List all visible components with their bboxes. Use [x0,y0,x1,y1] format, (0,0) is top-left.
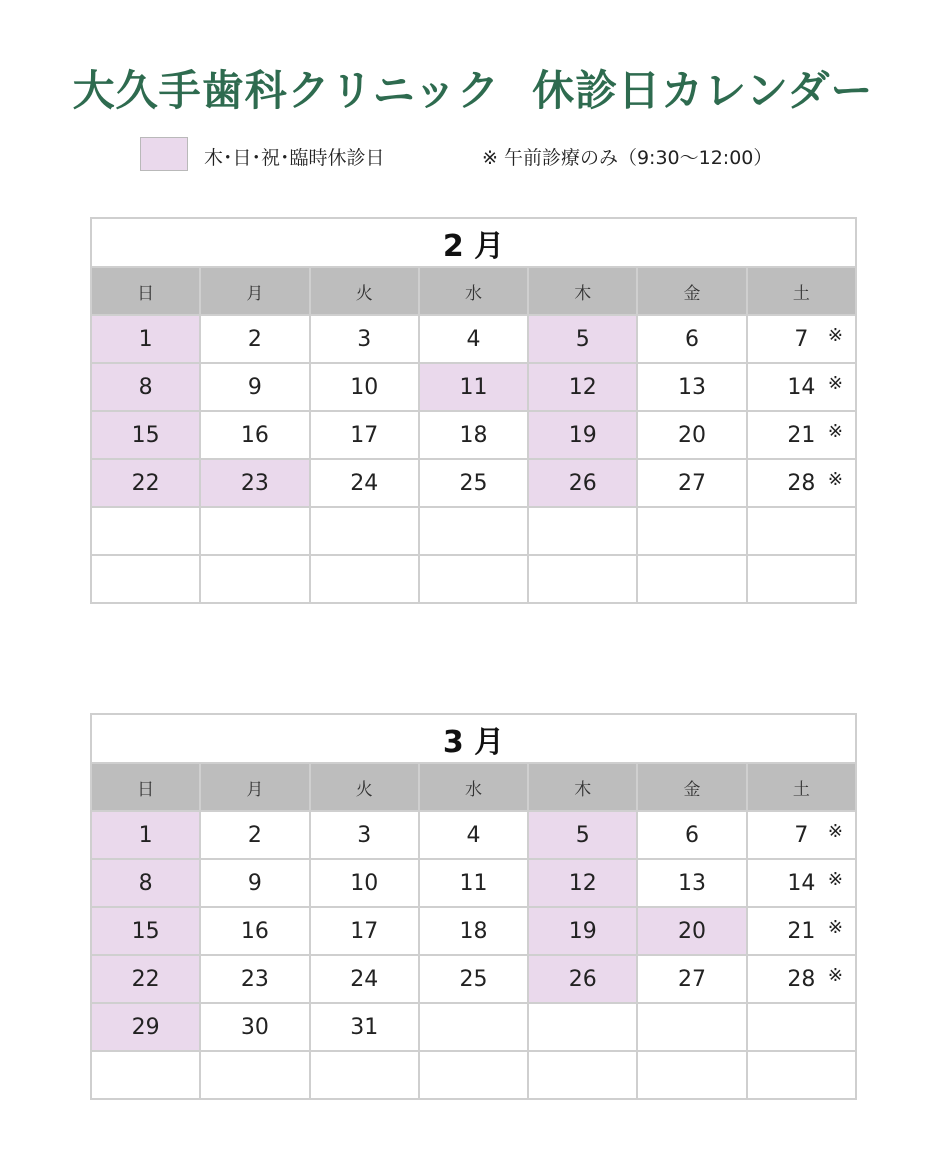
day-cell [200,811,309,859]
day-number: 14 [787,374,816,400]
morning-only-mark: ※ [827,917,843,938]
day-cell [310,459,419,507]
day-cell [200,411,309,459]
day-cell [747,859,856,907]
day-cell [419,955,528,1003]
closed-day-cell [528,811,637,859]
day-number: 24 [350,470,379,496]
weekday-header: 火 [310,267,419,315]
day-cell [747,459,856,507]
day-cell [747,555,856,603]
morning-only-mark: ※ [827,373,843,394]
day-number: 3 [357,326,372,352]
day-number: 18 [459,422,488,448]
day-number: 31 [350,1014,379,1040]
day-cell [419,459,528,507]
day-cell [419,1051,528,1099]
day-number: 16 [240,422,269,448]
day-cell [200,1051,309,1099]
day-number: 11 [459,870,488,896]
weekday-header: 木 [528,267,637,315]
day-number: 27 [678,966,707,992]
weekday-header: 火 [310,763,419,811]
calendar-february [90,217,857,604]
day-number: 26 [568,966,597,992]
weekday-header: 金 [637,763,746,811]
day-number: 1 [138,326,153,352]
day-cell [91,1051,200,1099]
day-number: 23 [240,470,269,496]
day-cell [528,555,637,603]
weekday-header: 木 [528,763,637,811]
day-cell [200,859,309,907]
day-number: 4 [466,822,481,848]
closed-day-cell [637,907,746,955]
day-cell [747,907,856,955]
day-cell [637,1051,746,1099]
day-cell [310,955,419,1003]
day-number: 8 [138,374,153,400]
day-cell [419,811,528,859]
day-cell [747,1003,856,1051]
day-number: 23 [240,966,269,992]
day-number: 4 [466,326,481,352]
day-number: 30 [240,1014,269,1040]
day-number: 2 [247,326,262,352]
week-row [91,907,856,955]
morning-only-note: ※ 午前診療のみ（9:30～12:00） [482,147,773,169]
day-number: 20 [678,918,707,944]
day-cell [310,507,419,555]
closed-day-cell [91,1003,200,1051]
day-cell [200,555,309,603]
week-row [91,1051,856,1099]
morning-only-mark: ※ [827,821,843,842]
day-cell [310,1003,419,1051]
calendar-march [90,713,857,1100]
weekday-header: 土 [747,763,856,811]
closed-day-cell [528,363,637,411]
closed-day-cell [91,363,200,411]
weekday-header: 水 [419,267,528,315]
day-cell [637,811,746,859]
closed-day-legend-label: 木･日･祝･臨時休診日 [204,147,385,169]
day-cell [637,363,746,411]
day-number: 5 [575,822,590,848]
day-cell [747,955,856,1003]
day-number: 25 [459,470,488,496]
day-cell [419,411,528,459]
weekday-header: 月 [200,267,309,315]
week-row [91,459,856,507]
day-number: 22 [131,966,160,992]
day-cell [200,507,309,555]
closed-day-cell [528,955,637,1003]
day-cell [637,459,746,507]
weekday-header: 日 [91,763,200,811]
closed-day-cell [91,811,200,859]
day-number: 15 [131,918,160,944]
day-cell [637,859,746,907]
week-row [91,859,856,907]
closed-day-cell [419,363,528,411]
day-cell [310,907,419,955]
morning-only-mark: ※ [827,421,843,442]
closed-day-cell [528,411,637,459]
day-cell [747,363,856,411]
day-cell [747,811,856,859]
morning-only-mark: ※ [827,965,843,986]
day-cell [91,555,200,603]
weekday-header: 土 [747,267,856,315]
day-number: 2 [247,822,262,848]
day-number: 13 [678,870,707,896]
day-cell [200,1003,309,1051]
day-number: 7 [794,326,809,352]
closed-day-cell [91,955,200,1003]
week-row [91,411,856,459]
day-number: 10 [350,870,379,896]
day-number: 17 [350,422,379,448]
day-number: 19 [568,918,597,944]
day-cell [200,907,309,955]
day-number: 1 [138,822,153,848]
day-number: 26 [568,470,597,496]
day-cell [200,955,309,1003]
closed-day-legend-swatch [140,137,188,171]
morning-only-mark: ※ [827,869,843,890]
day-number: 5 [575,326,590,352]
day-cell [637,507,746,555]
closed-day-cell [91,411,200,459]
day-number: 21 [787,422,816,448]
weekday-header: 日 [91,267,200,315]
day-number: 19 [568,422,597,448]
day-number: 12 [568,374,597,400]
day-number: 15 [131,422,160,448]
closed-day-cell [528,459,637,507]
day-number: 29 [131,1014,160,1040]
week-row [91,955,856,1003]
day-number: 22 [131,470,160,496]
closed-day-cell [528,859,637,907]
day-cell [310,859,419,907]
day-cell [637,955,746,1003]
day-cell [419,1003,528,1051]
day-number: 11 [459,374,488,400]
day-cell [91,507,200,555]
week-row [91,363,856,411]
day-cell [310,315,419,363]
day-cell [419,907,528,955]
day-cell [419,859,528,907]
day-cell [310,555,419,603]
day-cell [747,507,856,555]
closed-day-cell [91,459,200,507]
closed-day-cell [91,859,200,907]
day-number: 3 [357,822,372,848]
clinic-name: 大久手歯科クリニック [72,66,501,115]
day-number: 16 [240,918,269,944]
closed-day-cell [528,907,637,955]
week-row [91,507,856,555]
day-number: 9 [247,374,262,400]
day-number: 17 [350,918,379,944]
day-number: 25 [459,966,488,992]
day-cell [419,315,528,363]
day-number: 18 [459,918,488,944]
day-cell [310,411,419,459]
weekday-header: 水 [419,763,528,811]
closed-day-cell [200,459,309,507]
morning-only-mark: ※ [827,325,843,346]
day-number: 12 [568,870,597,896]
day-cell [637,555,746,603]
day-number: 24 [350,966,379,992]
week-row [91,555,856,603]
day-number: 28 [787,966,816,992]
day-number: 9 [247,870,262,896]
weekday-header: 金 [637,267,746,315]
day-number: 21 [787,918,816,944]
day-cell [528,1051,637,1099]
month-label: 3 月 [91,714,856,763]
day-cell [747,411,856,459]
week-row [91,1003,856,1051]
day-cell [637,411,746,459]
day-number: 6 [685,326,700,352]
day-number: 10 [350,374,379,400]
month-label: 2 月 [91,218,856,267]
day-cell [528,1003,637,1051]
closed-day-cell [528,315,637,363]
week-row [91,811,856,859]
day-cell [637,1003,746,1051]
day-number: 28 [787,470,816,496]
page-title [0,58,946,118]
day-cell [200,315,309,363]
day-number: 27 [678,470,707,496]
day-number: 13 [678,374,707,400]
day-number: 14 [787,870,816,896]
day-number: 7 [794,822,809,848]
day-cell [310,811,419,859]
day-cell [310,363,419,411]
closed-day-cell [91,315,200,363]
day-number: 6 [685,822,700,848]
day-cell [528,507,637,555]
day-cell [419,507,528,555]
day-cell [637,315,746,363]
day-cell [419,555,528,603]
morning-only-mark: ※ [827,469,843,490]
day-cell [747,1051,856,1099]
closed-day-cell [91,907,200,955]
calendar-title: 休診日カレンダー [532,66,874,115]
day-cell [747,315,856,363]
day-number: 8 [138,870,153,896]
week-row [91,315,856,363]
day-cell [310,1051,419,1099]
day-number: 20 [678,422,707,448]
day-cell [200,363,309,411]
weekday-header: 月 [200,763,309,811]
